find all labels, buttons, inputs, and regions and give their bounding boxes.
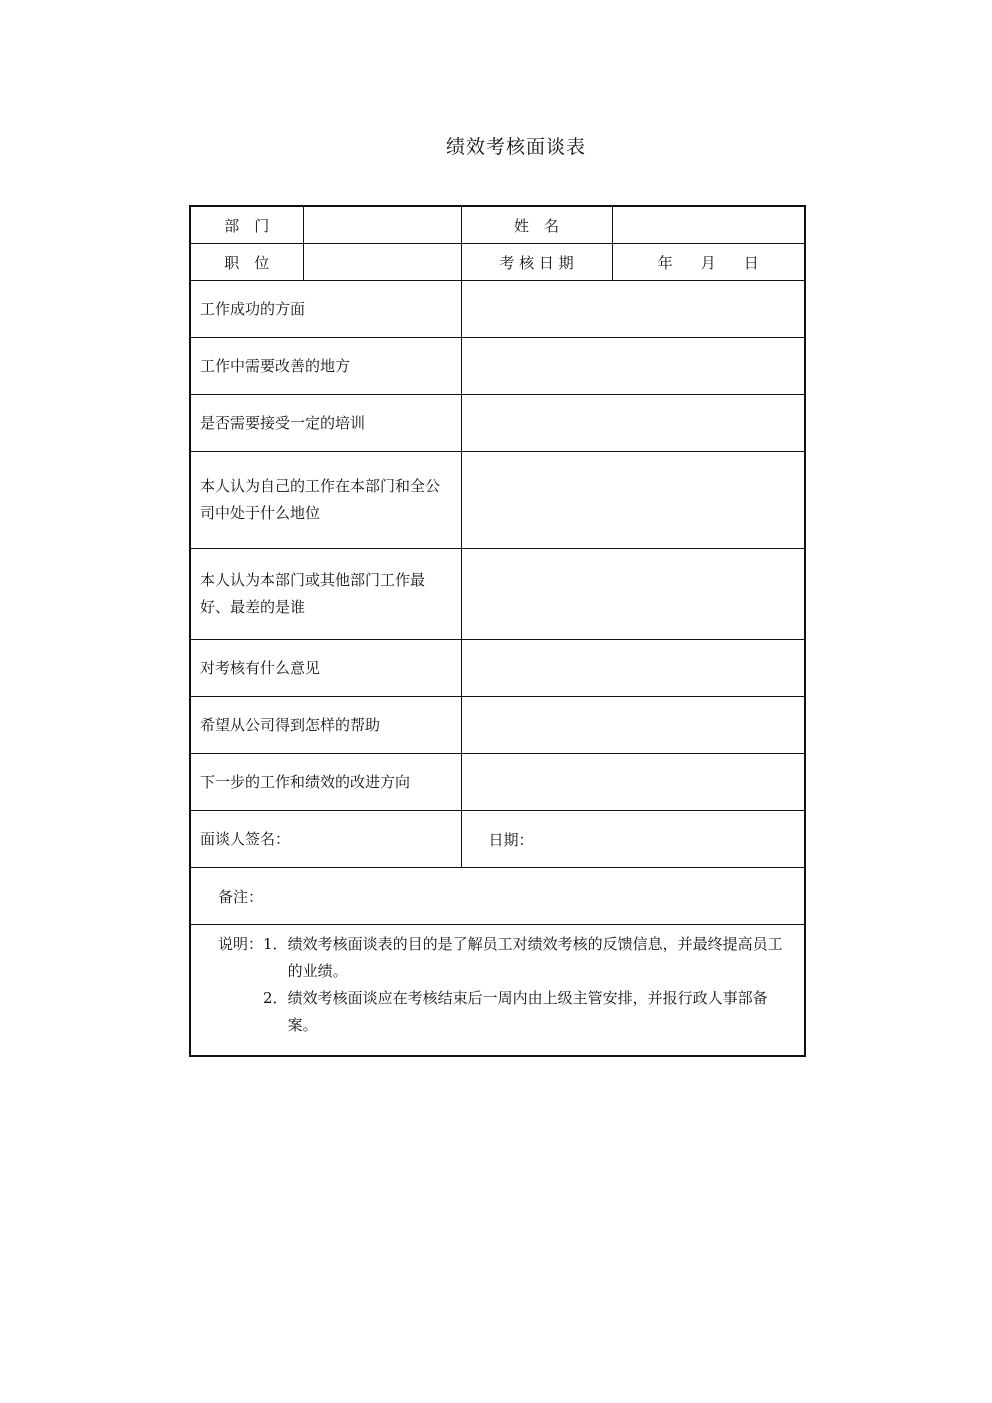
signature-date-field[interactable]: 日期： <box>461 811 805 868</box>
explanation-row <box>190 925 805 1057</box>
question-row <box>190 640 805 697</box>
question-label: 工作中需要改善的地方 <box>190 338 461 395</box>
question-row <box>190 281 805 338</box>
notes-field[interactable]: 备注： <box>190 868 805 925</box>
interviewer-signature-field[interactable]: 面谈人签名： <box>190 811 461 868</box>
position-label: 职 位 <box>190 244 303 281</box>
page-title: 绩效考核面谈表 <box>445 136 586 158</box>
question-label: 希望从公司得到怎样的帮助 <box>190 697 461 754</box>
explanation-item-text: 绩效考核面谈应在考核结束后一周内由上级主管安排，并报行政人事部备案。 <box>287 989 768 1034</box>
question-label: 下一步的工作和绩效的改进方向 <box>190 754 461 811</box>
review-date-label: 考 核 日 期 <box>461 244 612 281</box>
name-label: 姓 名 <box>461 206 612 244</box>
notes-row <box>190 868 805 925</box>
answer-field[interactable] <box>461 640 805 697</box>
question-label: 工作成功的方面 <box>190 281 461 338</box>
header-row-department <box>190 206 805 244</box>
signature-row <box>190 811 805 868</box>
question-label: 是否需要接受一定的培训 <box>190 395 461 452</box>
question-label: 对考核有什么意见 <box>190 640 461 697</box>
answer-field[interactable] <box>461 549 805 640</box>
answer-field[interactable] <box>461 697 805 754</box>
answer-field[interactable] <box>461 754 805 811</box>
explanation-item-text: 绩效考核面谈表的目的是了解员工对绩效考核的反馈信息，并最终提高员工的业绩。 <box>287 935 783 980</box>
question-row <box>190 549 805 640</box>
position-field[interactable] <box>303 244 461 281</box>
question-row <box>190 338 805 395</box>
explanation-item <box>218 931 796 985</box>
interview-form-table <box>189 205 806 1057</box>
answer-field[interactable] <box>461 395 805 452</box>
question-row <box>190 697 805 754</box>
answer-field[interactable] <box>461 338 805 395</box>
question-row <box>190 754 805 811</box>
question-label: 本人认为自己的工作在本部门和全公司中处于什么地位 <box>190 452 461 549</box>
department-label: 部 门 <box>190 206 303 244</box>
explanation-item <box>218 985 796 1039</box>
question-label: 本人认为本部门或其他部门工作最好、最差的是谁 <box>190 549 461 640</box>
day-label: 日 <box>743 253 759 272</box>
question-row <box>190 395 805 452</box>
explanation-block <box>190 925 805 1057</box>
explanation-item-number: 2． <box>263 989 288 1007</box>
header-row-position <box>190 244 805 281</box>
month-label: 月 <box>700 253 716 272</box>
name-field[interactable] <box>612 206 805 244</box>
answer-field[interactable] <box>461 452 805 549</box>
answer-field[interactable] <box>461 281 805 338</box>
question-row <box>190 452 805 549</box>
department-field[interactable] <box>303 206 461 244</box>
explanation-item-number: 1． <box>263 935 288 953</box>
year-label: 年 <box>657 253 673 272</box>
review-date-field[interactable] <box>612 244 805 281</box>
explanation-label: 说明： <box>218 935 264 953</box>
